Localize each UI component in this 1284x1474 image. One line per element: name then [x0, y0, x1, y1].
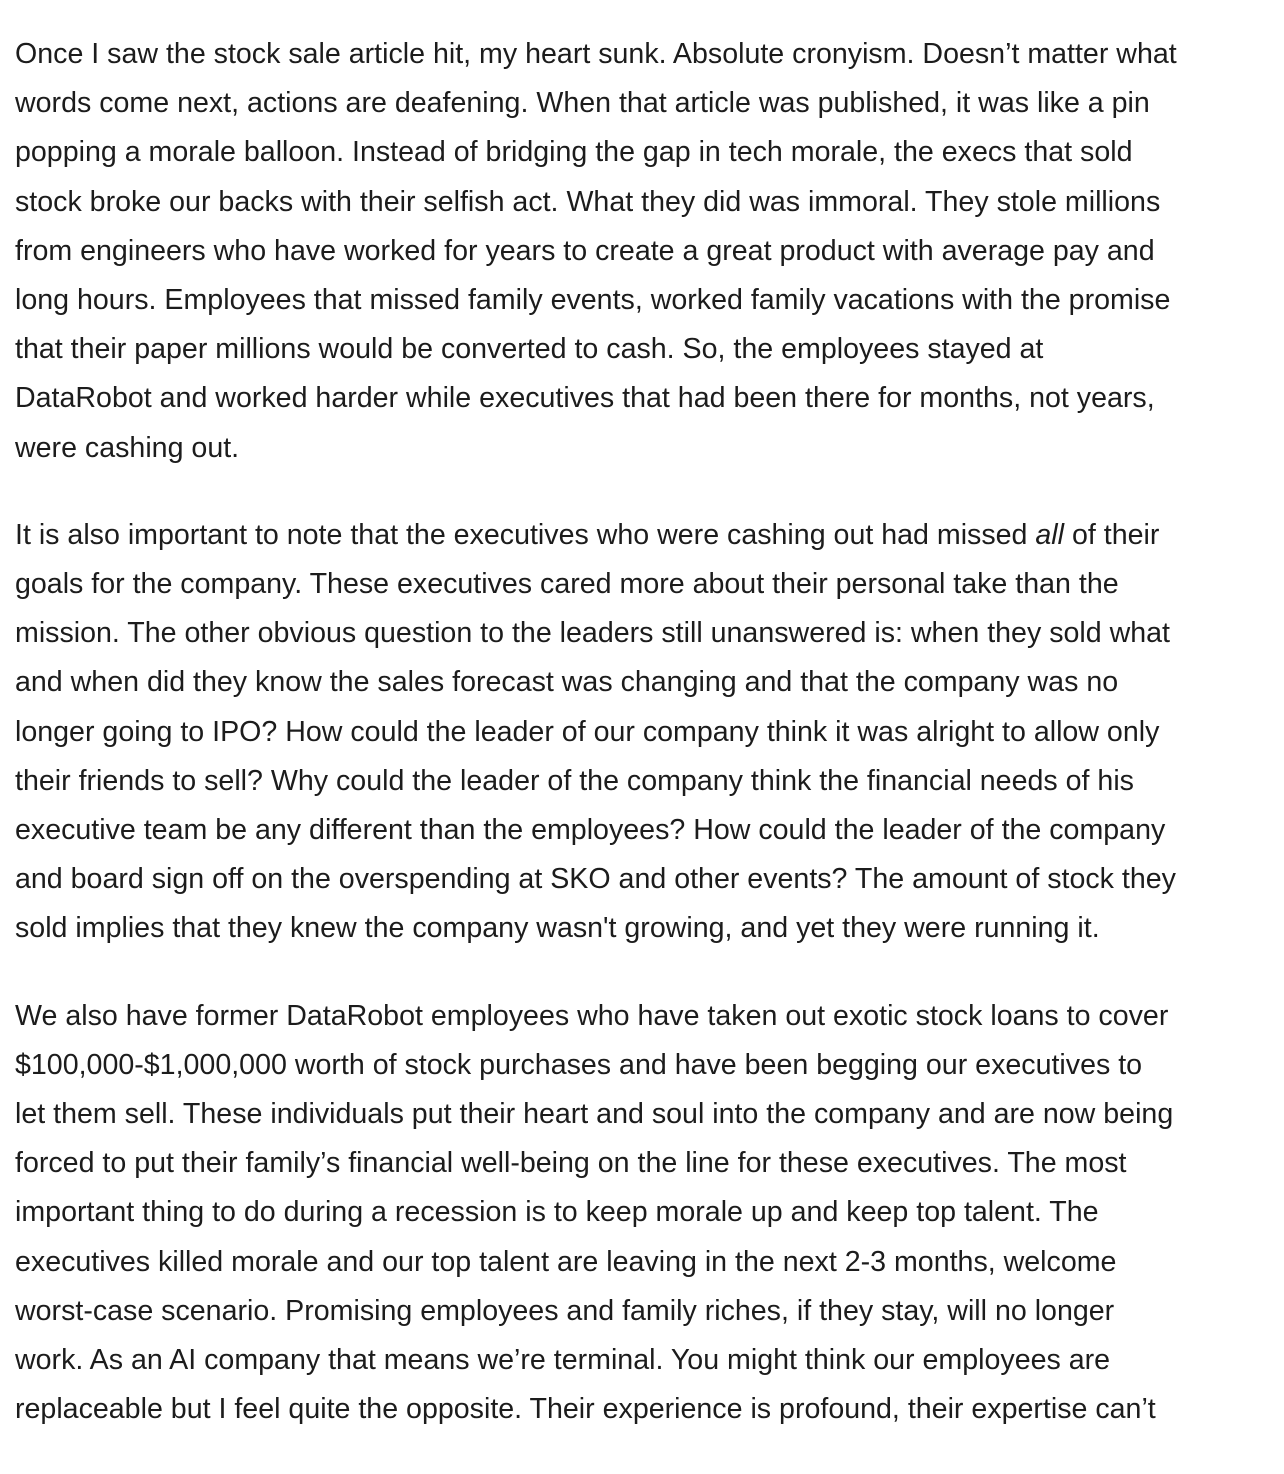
text-line: replaceable but I feel quite the opposite. Their experience is profound, their expertise can’t — [15, 1393, 1156, 1426]
text-line: stock broke our backs with their selfish act. What they did was immoral. They stole millions — [15, 185, 1161, 218]
text-line — [15, 511, 1277, 560]
text-line: popping a morale balloon. Instead of bridging the gap in tech morale, the execs that sold — [15, 136, 1133, 169]
text-line: that their paper millions would be converted to cash. So, the employees stayed at — [15, 333, 1044, 366]
paragraph-3 — [15, 992, 1277, 1435]
text-fragment: It is also important to note that the executives who were cashing out had missed — [15, 518, 1036, 551]
text-line: let them sell. These individuals put their heart and soul into the company and are now being — [15, 1098, 1174, 1131]
text-line: longer going to IPO? How could the leader of our company think it was alright to allow only — [15, 715, 1160, 748]
text-line: executives killed morale and our top talent are leaving in the next 2-3 months, welcome — [15, 1245, 1117, 1278]
text-line: words come next, actions are deafening. When that article was published, it was like a pin — [15, 87, 1150, 120]
paragraph-2 — [15, 511, 1277, 954]
text-line: Once I saw the stock sale article hit, my heart sunk. Absolute cronyism. Doesn’t matter what — [15, 38, 1177, 70]
text-line: their friends to sell? Why could the leader of the company think the financial needs of his — [15, 764, 1134, 797]
document-body — [15, 30, 1277, 1472]
text-line: were cashing out. — [15, 431, 240, 464]
text-line: work. As an AI company that means we’re terminal. You might think our employees are — [15, 1344, 1111, 1377]
text-line: worst-case scenario. Promising employees and family riches, if they stay, will no longer — [15, 1294, 1115, 1327]
text-line: forced to put their family’s financial well-being on the line for these executives. The most — [15, 1147, 1127, 1180]
text-line: goals for the company. These executives cared more about their personal take than the — [15, 568, 1119, 601]
text-line: executive team be any different than the employees? How could the leader of the company — [15, 814, 1166, 847]
text-line: important thing to do during a recession is to keep morale up and keep top talent. The — [15, 1196, 1099, 1229]
text-line: long hours. Employees that missed family events, worked family vacations with the promise — [15, 284, 1171, 317]
text-line: and when did they know the sales forecast was changing and that the company was no — [15, 666, 1119, 699]
text-line: mission. The other obvious question to the leaders still unanswered is: when they sold what — [15, 617, 1170, 650]
text-fragment: of their — [1064, 518, 1160, 551]
text-line: and board sign off on the overspending at SKO and other events? The amount of stock they — [15, 863, 1176, 896]
text-line: $100,000-$1,000,000 worth of stock purchases and have been begging our executives to — [15, 1048, 1143, 1081]
text-line: We also have former DataRobot employees who have taken out exotic stock loans to cover — [15, 999, 1169, 1032]
paragraph-1 — [15, 30, 1277, 473]
text-line: sold implies that they knew the company wasn't growing, and yet they were running it. — [15, 912, 1100, 945]
text-line: DataRobot and worked harder while executives that had been there for months, not years, — [15, 382, 1155, 415]
emphasized-text: all — [1035, 518, 1065, 551]
text-line: from engineers who have worked for years to create a great product with average pay and — [15, 234, 1155, 267]
